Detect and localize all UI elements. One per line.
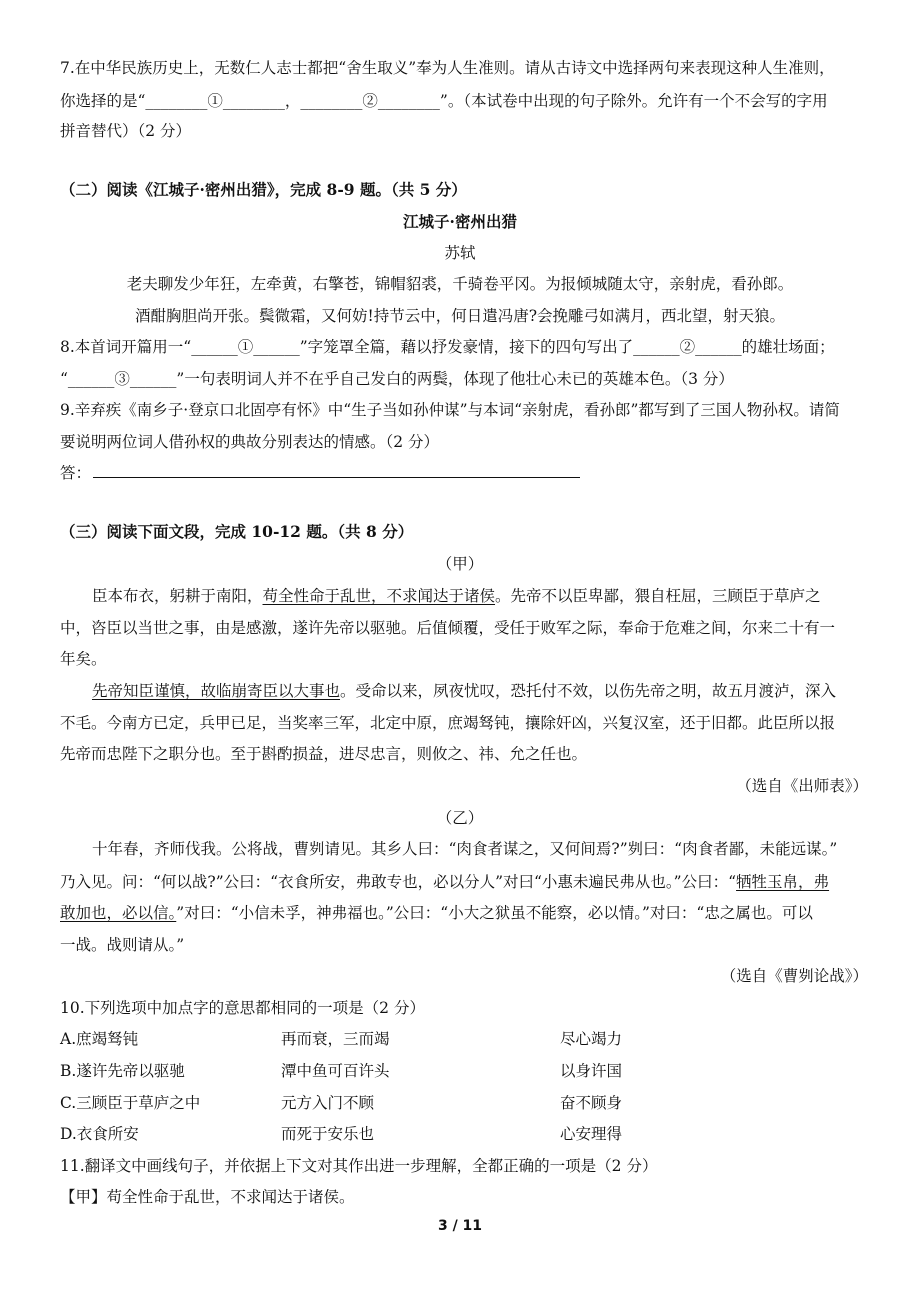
passage-text: 乃入见。问：“何以战?”公曰：“衣食所安，弗敢专也，必以分人”对曰“小惠未遍民弗从也。”公曰：“ [60, 873, 737, 891]
underlined-sentence: 苟全性命于乱世，不求闻达于诸侯 [262, 587, 496, 605]
underlined-sentence: 牺牲玉帛，弗 [736, 873, 830, 891]
q10-option-c: 以身许国 [560, 1062, 623, 1080]
q10-option-a: A.庶竭驽钝 [60, 1030, 139, 1048]
poem-title: 江城子·密州出猎 [403, 212, 517, 231]
q10-option-b: 而死于安乐也 [281, 1125, 375, 1143]
q9-line: 9.辛弃疾《南乡子·登京口北固亭有怀》中“生子当如孙仲谋”与本词“亲射虎，看孙郎”都写到了三国人物孙权。请简 [60, 401, 840, 419]
passage-yi-line: 一战。战则请从。” [60, 936, 185, 954]
poem-author: 苏轼 [444, 244, 476, 262]
q7-line: 拼音替代）（2 分） [60, 122, 192, 140]
section2-heading: （二）阅读《江城子·密州出猎》，完成 8-9 题。（共 5 分） [60, 180, 467, 199]
passage-yi-line [60, 903, 868, 923]
answer-label: 答： [60, 464, 92, 482]
answer-blank-line[interactable] [93, 464, 580, 478]
passage-jia-label: （甲） [436, 555, 484, 573]
q10-option-b: 元方入门不顾 [281, 1094, 375, 1112]
q8-line: “______③______”一句表明词人并不在乎自己发白的两鬓，体现了他壮心未已的英雄本色。（3 分） [60, 370, 734, 388]
underlined-sentence: 先帝知臣谨慎，故临崩寄臣以大事也 [92, 682, 341, 700]
underlined-sentence: 敢加也，必以信。 [60, 904, 177, 922]
passage-jia-line: 先帝而忠陛下之职分也。至于斟酌损益，进尽忠言，则攸之、祎、允之任也。 [60, 745, 588, 763]
page-number: 3 / 11 [437, 1218, 483, 1234]
passage-yi-line [60, 872, 868, 892]
passage-jia-line: 中，咨臣以当世之事，由是感激，遂许先帝以驱驰。后值倾覆，受任于败军之际，奉命于危难之间，尔来二十有一 [60, 619, 836, 637]
q10-option-b: 潭中鱼可百许头 [281, 1062, 390, 1080]
q10-stem: 10.下列选项中加点字的意思都相同的一项是（2 分） [60, 999, 425, 1017]
passage-jia-source: （选自《出师表》） [736, 777, 868, 795]
passage-yi-label: （乙） [436, 809, 484, 827]
q8-line: 8.本首词开篇用一“______①______”字笼罩全篇，藉以抒发豪情，接下的四句写出了______②______的雄壮场面； [60, 338, 835, 356]
poem-line: 酒酣胸胆尚开张。鬓微霜，又何妨!持节云中，何日遣冯唐?会挽雕弓如满月，西北望，射天狼。 [134, 307, 786, 325]
passage-yi-line: 十年春，齐师伐我。公将战，曹刿请见。其乡人曰：“肉食者谋之，又何间焉?”刿曰：“肉食者鄙，未能远谋。” [92, 840, 838, 858]
q7-line: 你选择的是“________①________，________②________”。（本试卷中出现的句子除外。允许有一个不会写的字用 [60, 92, 828, 110]
poem-line: 老夫聊发少年狂，左牵黄，右擎苍，锦帽貂裘，千骑卷平冈。为报倾城随太守，亲射虎，看孙郎。 [126, 275, 794, 293]
passage-text: 臣本布衣，躬耕于南阳， [92, 587, 263, 605]
passage-jia-line [92, 681, 868, 701]
q10-option-c: 奋不顾身 [560, 1094, 623, 1112]
passage-jia-line: 年矣。 [60, 650, 107, 668]
section3-heading: （三）阅读下面文段，完成 10-12 题。（共 8 分） [60, 522, 414, 541]
q9-line: 要说明两位词人借孙权的典故分别表达的情感。（2 分） [60, 433, 440, 451]
q10-option-a: C.三顾臣于草庐之中 [60, 1094, 201, 1112]
q10-option-c: 心安理得 [560, 1125, 623, 1143]
q10-option-c: 尽心竭力 [560, 1030, 623, 1048]
passage-jia-line: 不毛。今南方已定，兵甲已足，当奖率三军，北定中原，庶竭驽钝，攘除奸凶，兴复汉室，还于旧都。此臣所以报 [60, 714, 836, 732]
q7-line: 7.在中华民族历史上，无数仁人志士都把“舍生取义”奉为人生准则。请从古诗文中选择两句来表现这种人生准则， [60, 59, 835, 77]
q10-option-b: 再而衰，三而竭 [281, 1030, 390, 1048]
q10-option-a: D.衣食所安 [60, 1125, 139, 1143]
answer-row [60, 463, 868, 483]
q11-sub: 【甲】苟全性命于乱世，不求闻达于诸侯。 [60, 1188, 355, 1206]
passage-yi-source: （选自《曹刿论战》） [720, 967, 868, 985]
passage-text: 。先帝不以臣卑鄙，猥自枉屈，三顾臣于草庐之 [495, 587, 821, 605]
passage-text: ”对曰：“小信未孚，神弗福也。”公曰：“小大之狱虽不能察，必以情。”对曰：“忠之属也。可以 [176, 904, 813, 922]
passage-jia-line [92, 586, 868, 606]
q11-stem: 11.翻译文中画线句子，并依据上下文对其作出进一步理解，全都正确的一项是（2 分） [60, 1157, 658, 1175]
q10-option-a: B.遂许先帝以驱驰 [60, 1062, 185, 1080]
passage-text: 。受命以来，夙夜忧叹，恐托付不效，以伤先帝之明，故五月渡泸，深入 [340, 682, 837, 700]
